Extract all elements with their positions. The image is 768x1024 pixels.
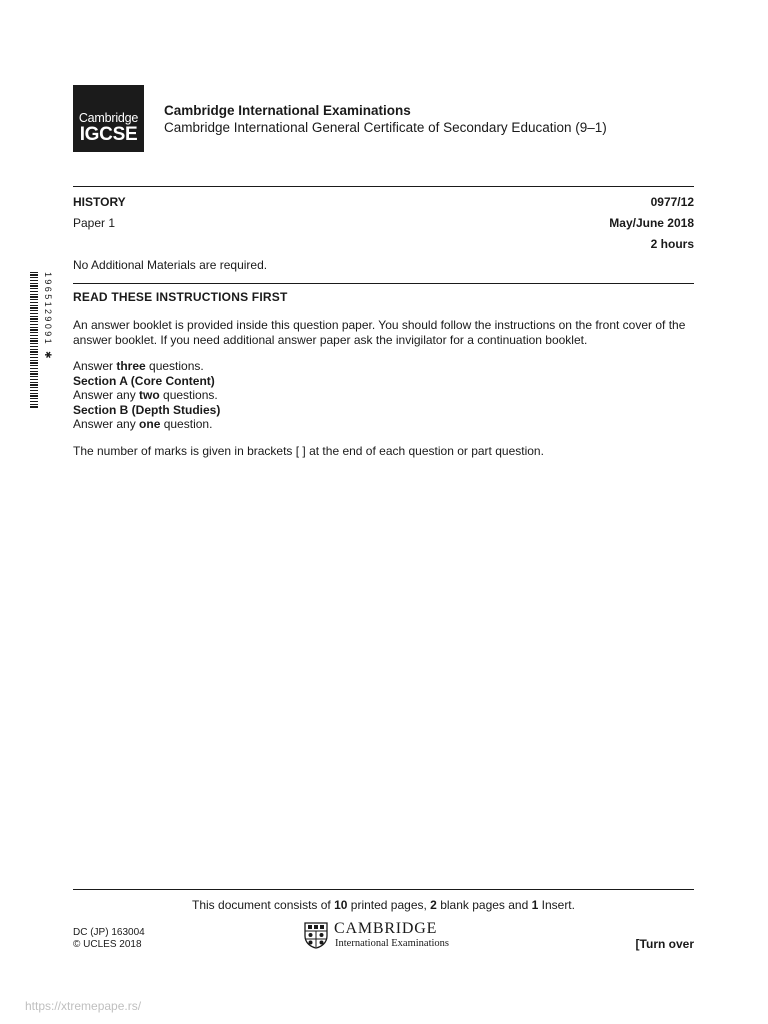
cambridge-igcse-logo — [73, 85, 144, 152]
instructions-paragraph: An answer booklet is provided inside this question paper. You should follow the instructions on the front cover of the answer booklet. If you need additional answer paper ask the invigilator for a continuation booklet. — [73, 318, 686, 347]
paper-number: Paper 1 — [73, 216, 116, 230]
divider-footer — [73, 889, 694, 890]
answer-text: Answer — [73, 359, 117, 373]
divider-instructions — [73, 283, 694, 284]
blank-pages-count: 2 — [430, 898, 437, 912]
section-a-number: two — [139, 388, 160, 402]
cambridge-subtitle: International Examinations — [335, 938, 450, 949]
cambridge-wordmark: CAMBRIDGE — [334, 920, 438, 937]
exam-session: May/June 2018 — [609, 216, 694, 230]
section-a-text: Answer any — [73, 388, 140, 402]
paper-code: 0977/12 — [650, 195, 694, 209]
answer-text-end: questions. — [145, 359, 204, 373]
section-a-rule — [73, 388, 698, 403]
pages-text-4: Insert. — [538, 898, 575, 912]
divider-top — [73, 186, 694, 187]
instructions-heading: READ THESE INSTRUCTIONS FIRST — [73, 290, 288, 304]
exam-board-name: Cambridge International Examinations — [164, 103, 411, 118]
turn-over: [Turn over — [635, 937, 694, 951]
watermark-url: https://xtremepape.rs/ — [25, 999, 142, 1013]
duration: 2 hours — [650, 237, 694, 251]
section-b-text: Answer any — [73, 417, 140, 431]
certificate-title: Cambridge International General Certificate of Secondary Education (9–1) — [164, 120, 607, 135]
materials-note: No Additional Materials are required. — [73, 258, 268, 272]
answer-count — [73, 359, 698, 374]
logo-line-1: Cambridge — [78, 111, 139, 125]
cambridge-crest-icon — [304, 922, 328, 949]
pages-text-1: This document consists of — [192, 898, 335, 912]
section-b-heading: Section B (Depth Studies) — [73, 402, 221, 417]
pages-text-2: printed pages, — [347, 898, 431, 912]
marks-note: The number of marks is given in brackets [ ] at the end of each question or part question. — [73, 444, 544, 458]
section-b-text-end: question. — [160, 417, 213, 431]
logo-line-2: IGCSE — [79, 124, 138, 145]
answer-number: three — [116, 359, 146, 373]
printed-pages-count: 10 — [334, 898, 348, 912]
document-pages-note — [73, 898, 694, 912]
section-a-heading: Section A (Core Content) — [73, 373, 215, 388]
barcode — [30, 272, 38, 409]
copyright: © UCLES 2018 — [73, 939, 142, 950]
subject: HISTORY — [73, 195, 126, 209]
section-b-rule — [73, 417, 698, 432]
insert-count: 1 — [531, 898, 539, 912]
section-b-number: one — [139, 417, 161, 431]
pages-text-3: blank pages and — [436, 898, 532, 912]
barcode-number: 1965129091 ✱ — [43, 272, 53, 361]
document-code: DC (JP) 163004 — [73, 927, 145, 938]
section-a-text-end: questions. — [159, 388, 218, 402]
